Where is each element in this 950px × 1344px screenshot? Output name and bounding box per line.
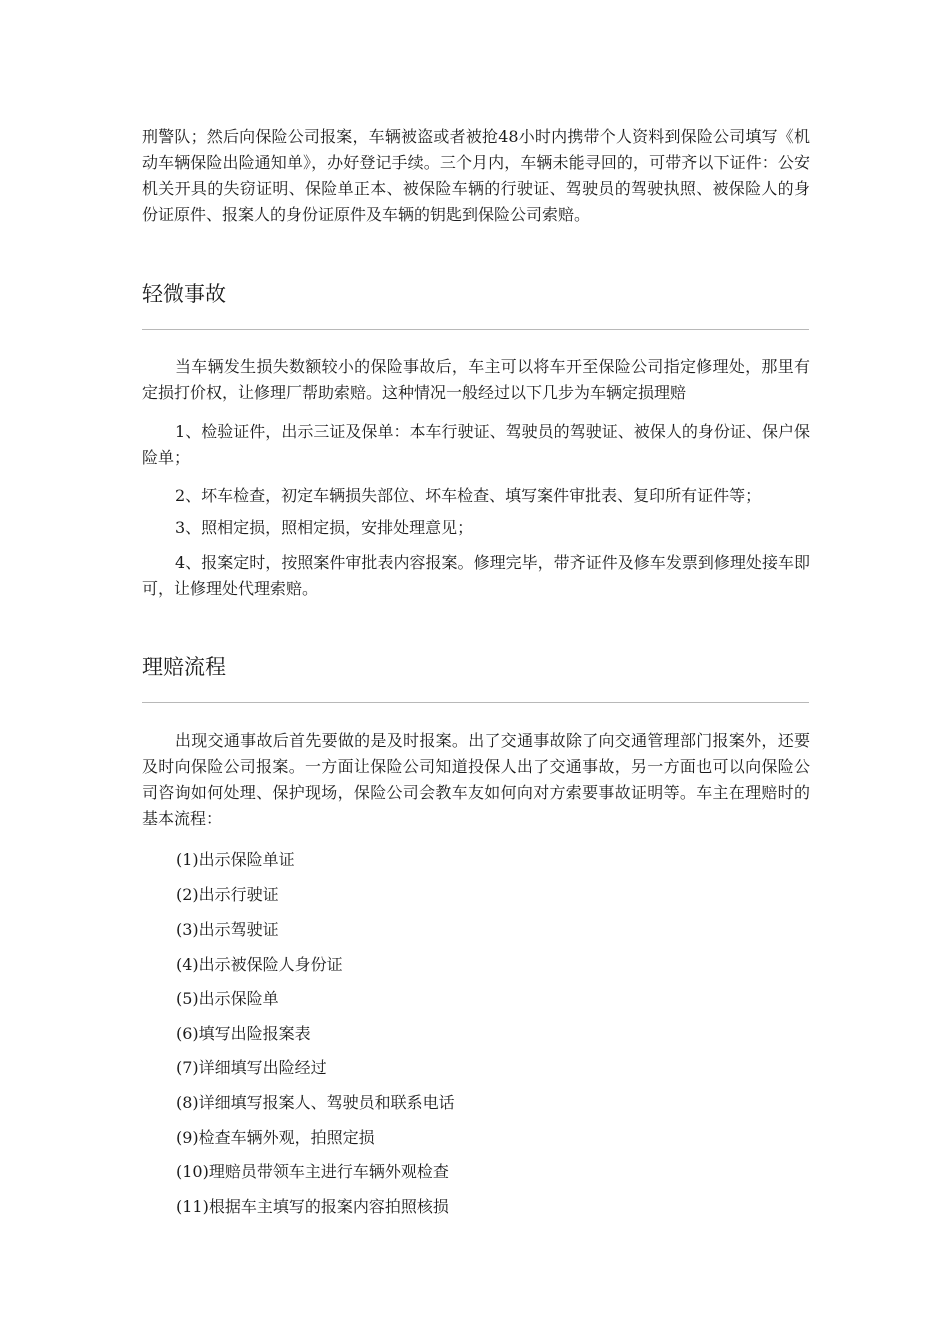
section-divider <box>142 702 809 703</box>
process-step-8: (8)详细填写报案人、驾驶员和联系电话 <box>176 1093 455 1112</box>
process-step-10: (10)理赔员带领车主进行车辆外观检查 <box>176 1162 449 1181</box>
process-step-4: (4)出示被保险人身份证 <box>176 955 343 974</box>
process-step-3: (3)出示驾驶证 <box>176 920 279 939</box>
section-divider <box>142 329 809 330</box>
process-step-9: (9)检查车辆外观，拍照定损 <box>176 1128 375 1147</box>
intro-paragraph: 刑警队；然后向保险公司报案，车辆被盗或者被抢48小时内携带个人资料到保险公司填写《机动车辆保险出险通知单》，办好登记手续。三个月内，车辆未能寻回的，可带齐以下证件：公安机关开具的失窃证明、保险单正本、被保险车辆的行驶证、驾驶员的驾驶执照、被保险人的身份证原件、报案人的身份证原件及车辆的钥匙到保险公司索赔。 <box>142 127 810 224</box>
process-step-6: (6)填写出险报案表 <box>176 1024 311 1043</box>
process-step-5: (5)出示保险单 <box>176 989 279 1008</box>
section-heading-minor-accident: 轻微事故 <box>142 282 226 306</box>
process-step-7: (7)详细填写出险经过 <box>176 1058 327 1077</box>
section1-step-3: 3、照相定损，照相定损，安排处理意见； <box>175 518 474 537</box>
section2-intro-paragraph: 出现交通事故后首先要做的是及时报案。出了交通事故除了向交通管理部门报案外，还要及时向保险公司报案。一方面让保险公司知道投保人出了交通事故，另一方面也可以向保险公司咨询如何处理、保护现场，保险公司会教车友如何向对方索要事故证明等。车主在理赔时的基本流程： <box>142 731 810 828</box>
section1-intro-paragraph: 当车辆发生损失数额较小的保险事故后，车主可以将车开至保险公司指定修理处，那里有定损打价权，让修理厂帮助索赔。这种情况一般经过以下几步为车辆定损理赔 <box>142 357 810 402</box>
process-step-11: (11)根据车主填写的报案内容拍照核损 <box>176 1197 449 1216</box>
section-heading-claim-process: 理赔流程 <box>142 655 226 679</box>
section1-step-4: 4、报案定时，按照案件审批表内容报案。修理完毕，带齐证件及修车发票到修理处接车即可，让修理处代理索赔。 <box>142 553 810 598</box>
process-step-1: (1)出示保险单证 <box>176 850 295 869</box>
process-step-2: (2)出示行驶证 <box>176 885 279 904</box>
section1-step-2: 2、坏车检查，初定车辆损失部位、坏车检查、填写案件审批表、复印所有证件等； <box>175 486 762 505</box>
section1-step-1: 1、检验证件，出示三证及保单：本车行驶证、驾驶员的驾驶证、被保人的身份证、保户保险单； <box>142 422 810 467</box>
